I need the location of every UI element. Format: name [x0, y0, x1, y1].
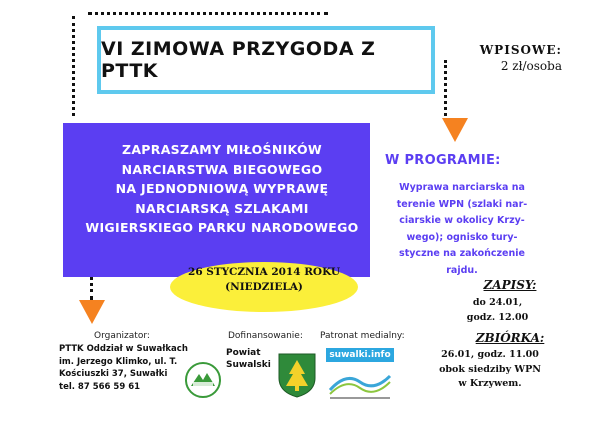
programme-line: terenie WPN (szlaki nar- [396, 198, 528, 210]
organizer-label: Organizator: [94, 331, 150, 341]
arrow-down-icon [79, 300, 105, 324]
registration-heading: ZAPISY: [483, 278, 537, 292]
dotted-line-top [88, 12, 328, 15]
registration-deadline: do 24.01, [472, 297, 523, 308]
funding-label: Dofinansowanie: [228, 331, 303, 341]
registration-info [440, 295, 555, 325]
programme-line: Wyprawa narciarska na [399, 182, 525, 193]
programme-text [382, 180, 542, 279]
funding-info [226, 347, 271, 371]
dotted-line-right [444, 60, 447, 122]
weekday-line: (NIEDZIELA) [225, 281, 303, 293]
invitation-line: NA JEDNODNIOWĄ WYPRAWĘ [115, 181, 329, 196]
event-date [170, 265, 358, 295]
funding-line: Powiat [226, 348, 261, 358]
programme-line: styczne na zakończenie [399, 248, 525, 259]
meeting-place: obok siedziby WPN [439, 363, 541, 375]
organizer-line: PTTK Oddział w Suwałkach [59, 344, 188, 354]
dotted-line-left-bottom [90, 276, 93, 300]
invitation-line: NARCIARSKĄ SZLAKAMI [135, 200, 309, 216]
pttk-logo [185, 362, 221, 398]
organizer-line: im. Jerzego Klimko, ul. T. [59, 356, 178, 367]
invitation-line: ZAPRASZAMY MIŁOŚNIKÓW [121, 142, 323, 157]
funding-line: Suwalski [226, 360, 271, 370]
meeting-place-2: w Krzywem. [458, 378, 522, 389]
page-title: VI ZIMOWA PRZYGODA Z PTTK [101, 38, 376, 82]
date-line: 26 STYCZNIA 2014 ROKU [188, 266, 340, 278]
meeting-info [420, 348, 560, 392]
entry-fee [452, 42, 562, 74]
dotted-line-left-top [72, 16, 75, 116]
organizer-phone: tel. 87 566 59 61 [59, 381, 141, 392]
programme-heading: W PROGRAMIE: [385, 153, 501, 168]
invitation-line: NARCIARSTWA BIEGOWEGO [121, 161, 323, 177]
programme-line: rajdu. [446, 264, 478, 276]
title-box [97, 26, 435, 94]
meeting-heading: ZBIÓRKA: [475, 331, 545, 345]
fee-value: 2 zł/osoba [500, 59, 562, 73]
programme-line: wego); ognisko tury- [406, 231, 518, 243]
organizer-line: Kościuszki 37, Suwałki [59, 369, 168, 379]
patronage-label: Patronat medialny: [320, 331, 405, 341]
suwalszczyzna-logo [326, 364, 394, 402]
suwalki-info-logo: suwalki.info [326, 348, 394, 362]
meeting-time: 26.01, godz. 11.00 [441, 349, 539, 360]
programme-line: ciarskie w okolicy Krzy- [399, 215, 525, 226]
invitation-line: WIGIERSKIEGO PARKU NARODOWEGO [85, 220, 359, 235]
powiat-coat-of-arms [277, 352, 317, 398]
fee-label: WPISOWE: [479, 43, 562, 57]
registration-time: godz. 12.00 [466, 312, 529, 323]
arrow-down-icon [442, 118, 468, 142]
invitation-text [82, 140, 362, 238]
